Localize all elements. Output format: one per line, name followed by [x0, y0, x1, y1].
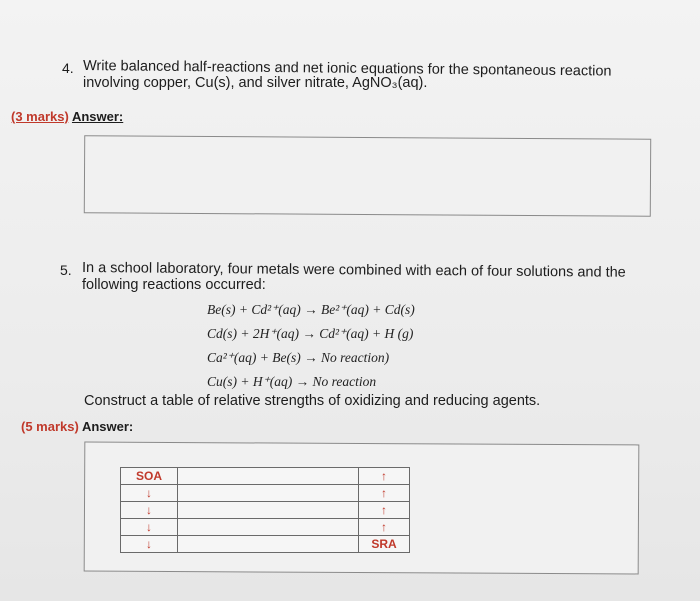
- q4-marks: (3 marks): [11, 109, 69, 124]
- soa-header: SOA: [121, 468, 178, 485]
- strength-table: [120, 467, 410, 553]
- table-row: [121, 502, 410, 519]
- q5-text-line2: following reactions occurred:: [82, 277, 266, 293]
- down-arrow-icon: ↓: [121, 485, 178, 502]
- table-row: [121, 536, 410, 553]
- q5-number: 5.: [60, 262, 72, 278]
- equation-2: Cd(s) + 2H⁺(aq) → Cd²⁺(aq) + H (g): [207, 326, 414, 341]
- down-arrow-icon: ↓: [121, 536, 178, 553]
- table-cell[interactable]: [178, 519, 359, 536]
- q4-text-line2: involving copper, Cu(s), and silver nitrate, AgNO₃(aq).: [83, 75, 428, 91]
- q5-marks: (5 marks): [21, 419, 79, 434]
- q5-instruction: Construct a table of relative strengths of oxidizing and reducing agents.: [84, 393, 541, 409]
- equation-1: Be(s) + Cd²⁺(aq) → Be²⁺(aq) + Cd(s): [207, 302, 415, 317]
- table-row: [121, 485, 410, 502]
- equation-4: Cu(s) + H⁺(aq) → No reaction: [207, 374, 377, 389]
- table-cell[interactable]: [178, 536, 359, 553]
- table-row: [121, 519, 410, 536]
- q4-number: 4.: [62, 60, 74, 76]
- q4-text-line1: Write balanced half-reactions and net ionic equations for the spontaneous reaction: [82, 58, 612, 80]
- up-arrow-icon: ↑: [359, 519, 410, 536]
- equation-3: Ca²⁺(aq) + Be(s) → No reaction): [207, 350, 390, 365]
- table-cell[interactable]: [178, 468, 359, 485]
- up-arrow-icon: ↑: [359, 468, 410, 485]
- table-cell[interactable]: [178, 502, 359, 519]
- q5-text-line1: In a school laboratory, four metals were combined with each of four solutions and the: [81, 260, 626, 281]
- q5-answer-label: Answer:: [81, 419, 134, 434]
- down-arrow-icon: ↓: [121, 502, 178, 519]
- down-arrow-icon: ↓: [121, 519, 178, 536]
- sra-header: SRA: [359, 536, 410, 553]
- up-arrow-icon: ↑: [359, 502, 410, 519]
- q4-answer-label: Answer:: [71, 109, 124, 124]
- table-row: [121, 468, 410, 485]
- q5-marks-label: [21, 419, 133, 434]
- table-cell[interactable]: [178, 485, 359, 502]
- q4-marks-label: [11, 109, 123, 124]
- q4-answer-box[interactable]: [84, 135, 651, 216]
- up-arrow-icon: ↑: [359, 485, 410, 502]
